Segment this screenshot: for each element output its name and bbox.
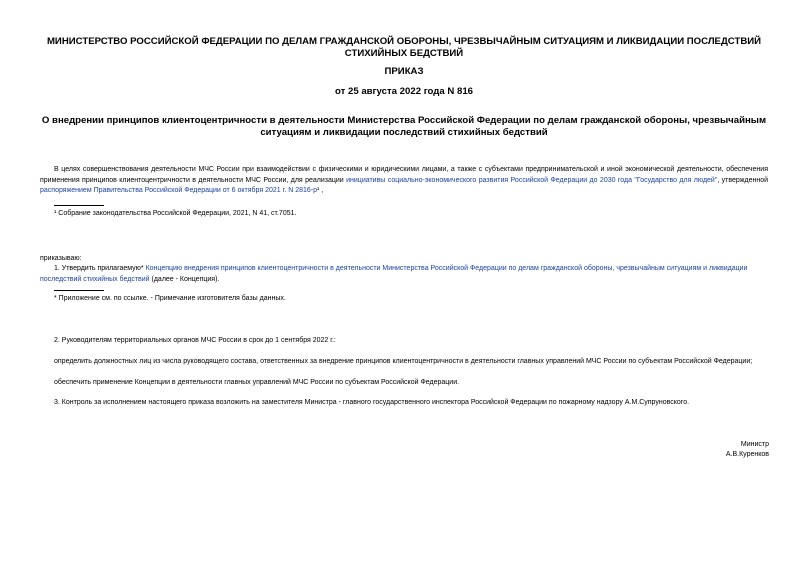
order-subject: О внедрении принципов клиентоцентричности в деятельности Министерства Российской Федерации по делам гражданской обороны, чрезвычайным ситуациям и ликвидации последствий стихийных бедствий <box>41 115 767 138</box>
orders-word: приказываю: <box>40 255 82 262</box>
signature-title: Министр <box>740 441 769 448</box>
preamble-text-3: ¹ , <box>317 187 324 195</box>
preamble-paragraph <box>40 165 768 197</box>
item-1-text-2: (далее - Концепция). <box>149 275 220 283</box>
ministry-heading: МИНИСТЕРСТВО РОССИЙСКОЙ ФЕДЕРАЦИИ ПО ДЕЛАМ ГРАЖДАНСКОЙ ОБОРОНЫ, ЧРЕЗВЫЧАЙНЫМ СИТУАЦИЯМ И ЛИКВИДАЦИИ ПОСЛЕДСТВИЙ СТИХИЙНЫХ БЕДСТВИЙ <box>46 36 762 59</box>
preamble-text-2: , утвержденной <box>717 176 769 184</box>
footnote-2: * Приложение см. по ссылке. - Примечание изготовителя базы данных. <box>54 295 286 302</box>
footnote-divider-1 <box>54 205 104 206</box>
government-decree-link[interactable]: распоряжением Правительства Российской Федерации от 6 октября 2021 г. N 2816-р <box>40 187 318 195</box>
document-type-title: ПРИКАЗ <box>384 66 424 77</box>
date-number-line: от 25 августа 2022 года N 816 <box>335 86 473 97</box>
footnote-divider-2 <box>54 290 104 291</box>
item-1 <box>40 264 770 285</box>
item-1-text-1: 1. Утвердить прилагаемую* <box>54 265 146 272</box>
preamble-text-1: В целях совершенствования деятельности МЧС России при взаимодействии с физическими и юридическими лицами, а также с субъектами предпринимательской и иной экономической деятельности, обеспечения применения принципов клиентоцентричности в деятельности МЧС России, для реализации <box>40 166 768 184</box>
initiative-link[interactable]: инициативы социально-экономического развития Российской Федерации до 2030 года "Государство для людей" <box>346 176 718 184</box>
footnote-1: ¹ Собрание законодательства Российской Федерации, 2021, N 41, ст.7051. <box>54 210 297 217</box>
concept-link[interactable]: Концепцию внедрения принципов клиентоцентричности в деятельности Министерства Российской Федерации по делам гражданской обороны, чрезвычайным ситуациям и ликвидации последствий стихийных бедствий <box>40 265 748 283</box>
item-3: 3. Контроль за исполнением настоящего приказа возложить на заместителя Министра - главного государственного инспектора Российской Федерации по пожарному надзору А.М.Супруновского. <box>54 399 690 406</box>
item-2-subitem-1: определить должностных лиц из числа руководящего состава, ответственных за внедрение принципов клиентоцентричности в деятельности главных управлений МЧС России по субъектам Российской Федерации; <box>54 358 753 365</box>
item-2-subitem-2: обеспечить применение Концепции в деятельности главных управлений МЧС России по субъектам Российской Федерации. <box>54 379 460 386</box>
signature-name: А.В.Куренков <box>725 451 769 458</box>
item-2-intro: 2. Руководителям территориальных органов МЧС России в срок до 1 сентября 2022 г.: <box>54 337 336 344</box>
